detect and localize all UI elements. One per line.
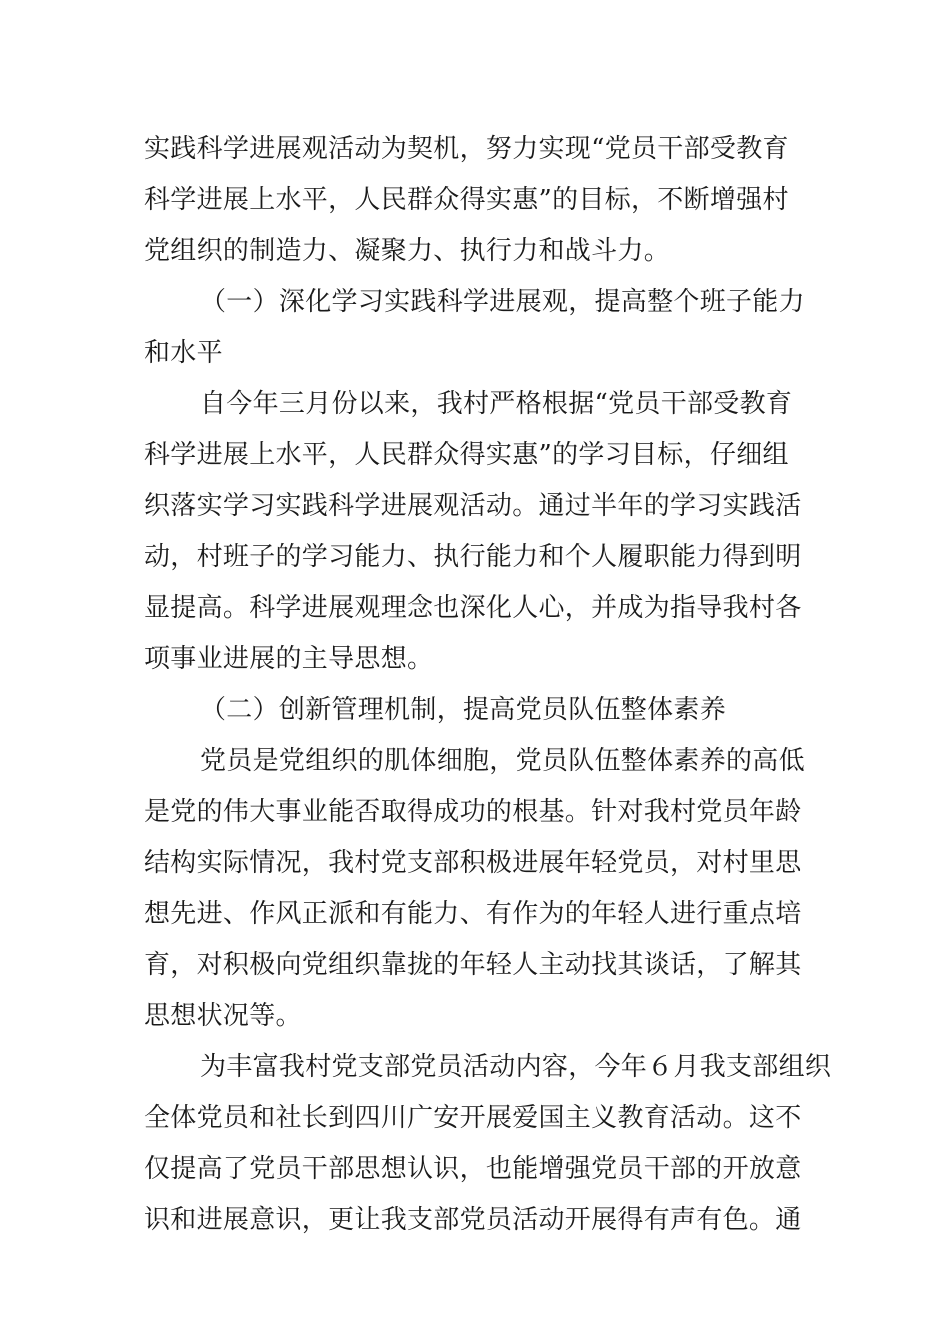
paragraph-party-members: [144, 736, 808, 1042]
section-heading-1: [144, 277, 808, 379]
paragraph-activities: [144, 1042, 832, 1246]
text-line: （一）深化学习实践科学进展观，提高整个班子能力: [200, 287, 805, 317]
text-line: 实践科学进展观活动为契机，努力实现“党员干部受教育: [144, 134, 789, 164]
text-line: 项事业进展的主导思想。: [144, 644, 434, 674]
text-line: 育，对积极向党组织靠拢的年轻人主动找其谈话，了解其: [144, 950, 802, 980]
text-line: 织落实学习实践科学进展观活动。通过半年的学习实践活: [144, 491, 802, 521]
document-body: [144, 124, 832, 1246]
text-line: 识和进展意识，更让我支部党员活动开展得有声有色。通: [144, 1205, 802, 1235]
text-line: 想先进、作风正派和有能力、有作为的年轻人进行重点培: [144, 899, 802, 929]
text-line: 和水平: [144, 338, 223, 368]
text-line: 动，村班子的学习能力、执行能力和个人履职能力得到明: [144, 542, 802, 572]
text-line: 结构实际情况，我村党支部积极进展年轻党员，对村里思: [144, 848, 802, 878]
text-line: 思想状况等。: [144, 1001, 302, 1031]
text-line: 仅提高了党员干部思想认识，也能增强党员干部的开放意: [144, 1154, 802, 1184]
text-line: 自今年三月份以来，我村严格根据“党员干部受教育: [200, 389, 793, 419]
paragraph-intro-continuation: [144, 124, 808, 277]
text-line: 为丰富我村党支部党员活动内容，今年６月我支部组织: [200, 1052, 832, 1082]
paragraph-study-practice: [144, 379, 808, 685]
section-heading-2: [144, 685, 808, 736]
text-line: 是党的伟大事业能否取得成功的根基。针对我村党员年龄: [144, 797, 802, 827]
text-line: 科学进展上水平，人民群众得实惠”的学习目标，仔细组: [144, 440, 789, 470]
text-line: 显提高。科学进展观理念也深化人心，并成为指导我村各: [144, 593, 802, 623]
text-line: （二）创新管理机制，提高党员队伍整体素养: [200, 695, 727, 725]
text-line: 党组织的制造力、凝聚力、执行力和战斗力。: [144, 236, 671, 266]
text-line: 全体党员和社长到四川广安开展爱国主义教育活动。这不: [144, 1103, 802, 1133]
text-line: 科学进展上水平，人民群众得实惠”的目标，不断增强村: [144, 185, 789, 215]
text-line: 党员是党组织的肌体细胞，党员队伍整体素养的高低: [200, 746, 805, 776]
